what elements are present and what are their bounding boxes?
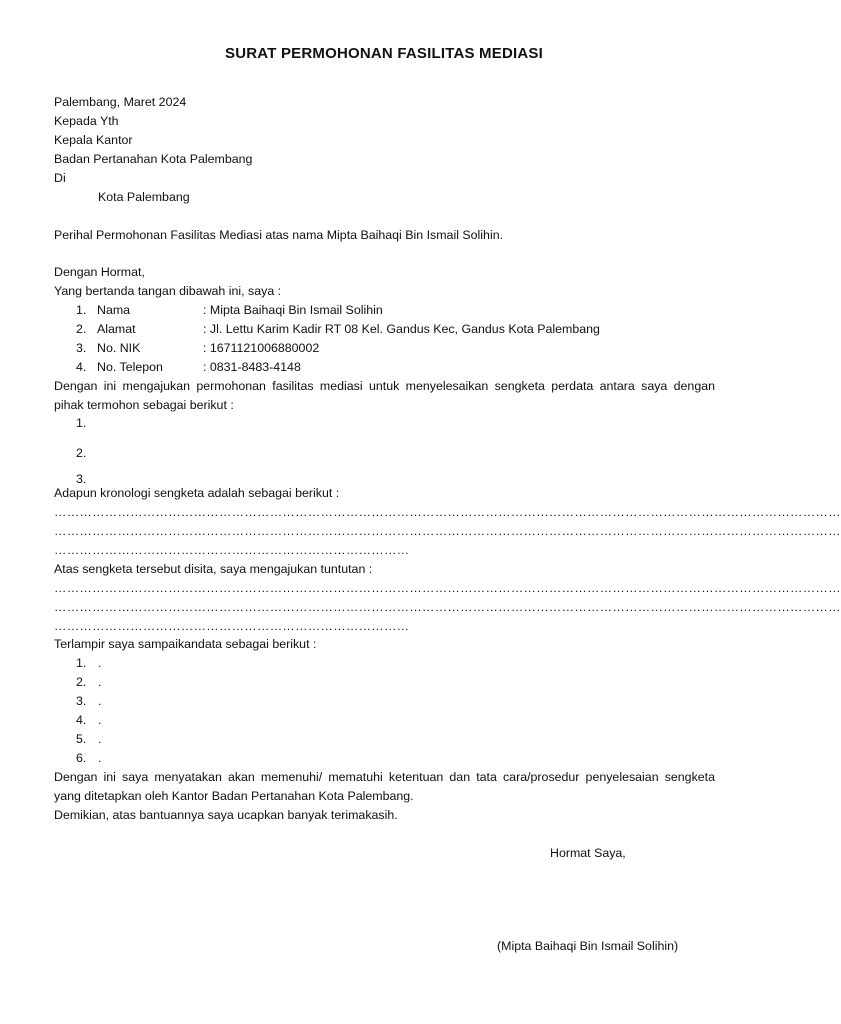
address-line-2: Kepala Kantor — [54, 133, 133, 147]
identity-label: No. NIK — [97, 341, 141, 355]
identity-value: : Mipta Baihaqi Bin Ismail Solihin — [203, 303, 383, 317]
attachment-num: 3. — [76, 694, 87, 708]
closing-text: Demikian, atas bantuannya saya ucapkan banyak terimakasih. — [54, 808, 398, 822]
request-line-1: Dengan ini mengajukan permohonan fasilitas mediasi untuk menyelesaikan sengketa perdata antara saya dengan — [54, 379, 715, 393]
attachment-text: . — [98, 675, 102, 689]
identity-num: 2. — [76, 322, 87, 336]
identity-label: Nama — [97, 303, 131, 317]
identity-value: : Jl. Lettu Karim Kadir RT 08 Kel. Gandus Kec, Gandus Kota Palembang — [203, 322, 600, 336]
demands-dotted-line: …………………………………………………………………………………………………………………………………………………………………… — [54, 600, 841, 614]
identity-label: Alamat — [97, 322, 136, 336]
address-line-3: Badan Pertanahan Kota Palembang — [54, 152, 253, 166]
demands-label: Atas sengketa tersebut disita, saya mengajukan tuntutan : — [54, 562, 373, 576]
address-city: Kota Palembang — [98, 190, 190, 204]
chronology-label: Adapun kronologi sengketa adalah sebagai berikut : — [54, 486, 340, 500]
respondent-item: 2. — [76, 446, 87, 460]
statement-line-2: yang ditetapkan oleh Kantor Badan Pertanahan Kota Palembang. — [54, 789, 414, 803]
chronology-dotted-line: …………………………………………………………………………………………………………………………………………………………………… — [54, 524, 841, 538]
attachment-text: . — [98, 713, 102, 727]
attachment-num: 5. — [76, 732, 87, 746]
intro-text: Yang bertanda tangan dibawah ini, saya : — [54, 284, 282, 298]
regards-text: Hormat Saya, — [550, 846, 626, 860]
attachment-text: . — [98, 656, 102, 670]
respondent-item: 1. — [76, 416, 87, 430]
signature-name: (Mipta Baihaqi Bin Ismail Solihin) — [497, 939, 679, 953]
identity-value: : 1671121006880002 — [203, 341, 320, 355]
address-line-4: Di — [54, 171, 66, 185]
chronology-dotted-line: …………………………………………………………………………………………………………………………………………………………………… — [54, 505, 841, 519]
attachment-text: . — [98, 694, 102, 708]
attachment-text: . — [98, 751, 102, 765]
demands-dotted-line: ………………………………………………………………………… — [54, 619, 410, 633]
identity-num: 3. — [76, 341, 87, 355]
chronology-dotted-line: ………………………………………………………………………… — [54, 543, 410, 557]
greeting: Dengan Hormat, — [54, 265, 145, 279]
attachment-num: 4. — [76, 713, 87, 727]
subject-line: Perihal Permohonan Fasilitas Mediasi atas nama Mipta Baihaqi Bin Ismail Solihin. — [54, 228, 504, 242]
identity-value: : 0831-8483-4148 — [203, 360, 301, 374]
identity-num: 1. — [76, 303, 87, 317]
statement-line-1: Dengan ini saya menyatakan akan memenuhi/ mematuhi ketentuan dan tata cara/prosedur penyelesaian sengketa — [54, 770, 715, 784]
date-line: Palembang, Maret 2024 — [54, 95, 187, 109]
respondent-item: 3. — [76, 472, 87, 486]
address-line-1: Kepada Yth — [54, 114, 119, 128]
attachments-label: Terlampir saya sampaikandata sebagai berikut : — [54, 637, 317, 651]
attachment-num: 1. — [76, 656, 87, 670]
attachment-text: . — [98, 732, 102, 746]
identity-num: 4. — [76, 360, 87, 374]
identity-label: No. Telepon — [97, 360, 163, 374]
attachment-num: 6. — [76, 751, 87, 765]
request-line-2: pihak termohon sebagai berikut : — [54, 398, 234, 412]
attachment-num: 2. — [76, 675, 87, 689]
letter-title: SURAT PERMOHONAN FASILITAS MEDIASI — [225, 45, 543, 62]
demands-dotted-line: …………………………………………………………………………………………………………………………………………………………………… — [54, 581, 841, 595]
